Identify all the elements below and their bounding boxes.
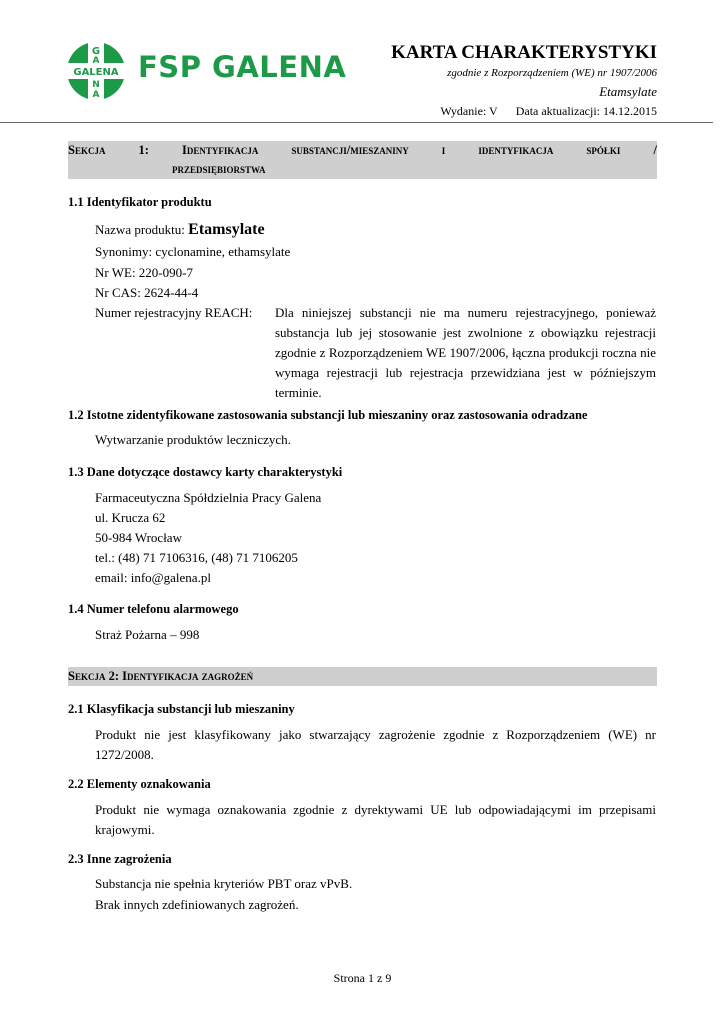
supplier-line: 50-984 Wrocław	[95, 530, 182, 545]
bar-word: i	[441, 143, 446, 157]
heading-2-2: 2.2 Elementy oznakowania	[68, 777, 211, 791]
header-product: Etamsylate	[599, 84, 657, 99]
supplier-line: Farmaceutyczna Spółdzielnia Pracy Galena	[95, 490, 322, 505]
galena-cross-logo	[66, 40, 126, 102]
ec-number: Nr WE: 220-090-7	[95, 265, 193, 280]
brand-name: FSP GALENA	[138, 50, 347, 84]
heading-1-3: 1.3 Dane dotyczące dostawcy karty charakterystyki	[68, 465, 343, 479]
product-name-label: Nazwa produktu:	[95, 222, 189, 237]
header-divider	[0, 122, 713, 123]
header-meta	[440, 104, 657, 119]
page-number: Strona 1 z 9	[333, 971, 392, 985]
product-name-value: Etamsylate	[188, 221, 265, 238]
update-date: Data aktualizacji: 14.12.2015	[515, 104, 657, 118]
product-name-line	[95, 220, 265, 240]
logo-word: GALENA	[73, 67, 119, 78]
other-hazards-line: Substancja nie spełnia kryteriów PBT oraz vPvB.	[95, 876, 353, 891]
labelling-text: Produkt nie wymaga oznakowania zgodnie z dyrektywami UE lub odpowiadającymi im przepisami krajowymi.	[95, 802, 656, 837]
heading-1-1: 1.1 Identyfikator produktu	[68, 195, 212, 209]
section-1-bar	[68, 141, 657, 179]
heading-1-4: 1.4 Numer telefonu alarmowego	[68, 602, 239, 616]
supplier-line: tel.: (48) 71 7106316, (48) 71 7106205	[95, 550, 298, 565]
bar-word: spółki	[586, 143, 621, 157]
heading-2-3: 2.3 Inne zagrożenia	[68, 852, 172, 866]
logo-letter: A	[92, 56, 100, 66]
bar-word: /	[653, 143, 657, 157]
cas-number: Nr CAS: 2624-44-4	[95, 285, 199, 300]
reach-label: Numer rejestracyjny REACH:	[95, 305, 253, 320]
document-title: KARTA CHARAKTERYSTYKI	[391, 42, 657, 63]
logo-letter: G	[91, 46, 101, 57]
bar-word: 1:	[138, 143, 149, 157]
other-hazards-line: Brak innych zdefiniowanych zagrożeń.	[95, 897, 299, 912]
logo-letter: N	[92, 80, 100, 90]
supplier-line: email: info@galena.pl	[95, 570, 211, 585]
heading-2-1: 2.1 Klasyfikacja substancji lub mieszaniny	[68, 702, 295, 716]
logo-letter: A	[92, 90, 100, 100]
bar-word: Sekcja	[68, 143, 106, 157]
bar-word: identyfikacja	[478, 143, 554, 157]
heading-1-2: 1.2 Istotne zidentyfikowane zastosowania substancji lub mieszaniny oraz zastosowania odradzane	[68, 408, 588, 422]
supplier-line: ul. Krucza 62	[95, 510, 166, 525]
emergency-phone: Straż Pożarna – 998	[95, 627, 200, 642]
document-subtitle: zgodnie z Rozporządzeniem (WE) nr 1907/2006	[447, 67, 657, 79]
uses-text: Wytwarzanie produktów leczniczych.	[95, 432, 291, 447]
reach-text: Dla niniejszej substancji nie ma numeru rejestracyjnego, ponieważ substancja lub jej stosowanie jest zwolnione z obowiązku rejestracji zgodnie z Rozporządzeniem WE 1907/2006, łączna produkcji roczna nie wymaga rejestracji lub rejestracja przewidziana jest w późniejszym terminie.	[275, 305, 656, 400]
bar-line-2: przedsiębiorstwa	[172, 162, 266, 176]
bar-word: Identyfikacja	[181, 143, 259, 157]
classification-text: Produkt nie jest klasyfikowany jako stwarzający zagrożenie zgodnie z Rozporządzeniem (WE) nr 1272/2008.	[95, 727, 656, 762]
section-2-bar: Sekcja 2: Identyfikacja zagrożeń	[68, 667, 657, 686]
bar-word: substancji/mieszaniny	[291, 143, 409, 157]
synonyms: Synonimy: cyclonamine, ethamsylate	[95, 244, 291, 259]
edition: Wydanie: V	[440, 104, 498, 118]
